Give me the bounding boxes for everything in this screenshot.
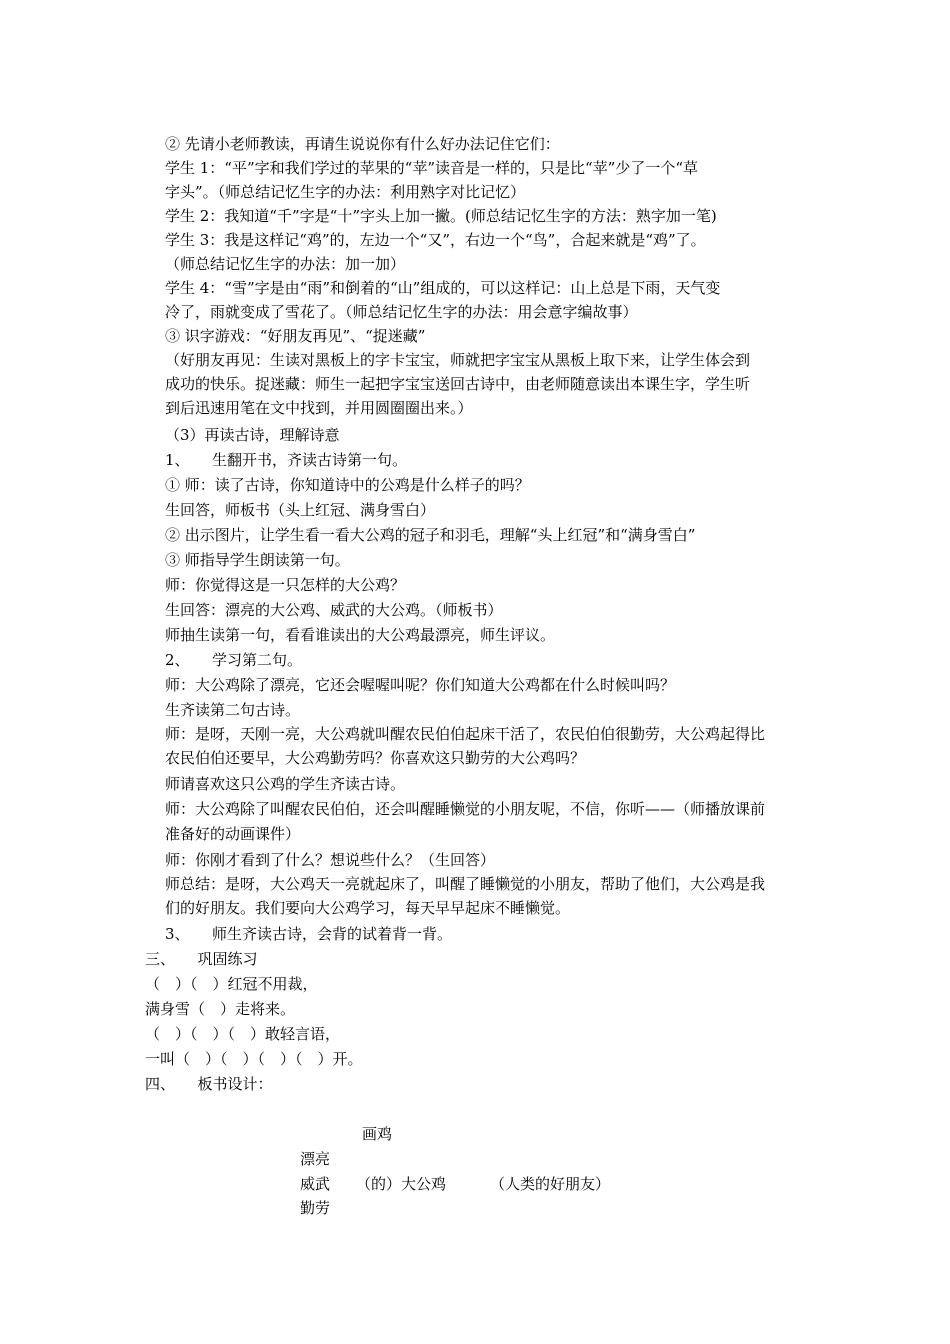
text-line: 师：你刚才看到了什么？想说些什么？（生回答） <box>165 851 496 869</box>
text-line: （3）再读古诗，理解诗意 <box>165 426 340 444</box>
text-line: 生回答，师板书（头上红冠、满身雪白） <box>165 501 436 519</box>
text-line: 师请喜欢这只公鸡的学生齐读古诗。 <box>165 775 406 793</box>
section-heading: 四、 板书设计： <box>145 1075 273 1093</box>
text-line: 学生 2：我知道“千”字是“十”字头上加一撇。(师总结记忆生字的方法：熟字加一笔) <box>165 207 717 225</box>
text-line: 1、 生翻开书，齐读古诗第一句。 <box>165 451 408 469</box>
board-word: 威武 <box>300 1175 331 1193</box>
text-line: 农民伯伯还要早，大公鸡勤劳吗？你喜欢这只勤劳的大公鸡吗？ <box>165 749 586 767</box>
board-right: （人类的好朋友） <box>490 1175 611 1193</box>
section-heading: 三、 巩固练习 <box>145 950 258 968</box>
text-line: 师：你觉得这是一只怎样的大公鸡？ <box>165 576 406 594</box>
text-line: 学生 3：我是这样记“鸡”的，左边一个“又”，右边一个“鸟”，合起来就是“鸡”了。 <box>165 231 706 249</box>
exercise-line: （ ）（ ）（ ）敢轻言语， <box>145 1025 341 1043</box>
text-line: 冷了，雨就变成了雪花了。（师总结记忆生字的办法：用会意字编故事） <box>165 303 638 321</box>
board-middle: （的）大公鸡 <box>356 1175 447 1193</box>
text-line: （好朋友再见：生读对黑板上的字卡宝宝，师就把字宝宝从黑板上取下来，让学生体会到 <box>165 351 751 369</box>
text-line: 准备好的动画课件） <box>165 825 301 843</box>
text-line: ② 先请小老师教读，再请生说说你有什么好办法记住它们： <box>165 135 560 153</box>
text-line: 师：是呀，天刚一亮，大公鸡就叫醒农民伯伯起床干活了，农民伯伯很勤劳，大公鸡起得比 <box>165 725 766 743</box>
text-line: 3、 师生齐读古诗，会背的试着背一背。 <box>165 925 453 943</box>
board-word: 漂亮 <box>300 1150 331 1168</box>
text-line: 字头”。（师总结记忆生字的办法：利用熟字对比记忆） <box>165 183 526 201</box>
text-line: 2、 学习第二句。 <box>165 651 303 669</box>
text-line: 师总结：是呀，大公鸡天一亮就起床了，叫醒了睡懒觉的小朋友，帮助了他们，大公鸡是我 <box>165 875 766 893</box>
text-line: 成功的快乐。捉迷藏：师生一起把字宝宝送回古诗中，由老师随意读出本课生字，学生听 <box>165 375 751 393</box>
text-line: 到后迅速用笔在文中找到，并用圆圈圈出来。） <box>165 399 473 417</box>
text-line: ③ 师指导学生朗读第一句。 <box>165 551 350 569</box>
text-line: 生齐读第二句古诗。 <box>165 701 301 719</box>
exercise-line: （ ）（ ）红冠不用裁， <box>145 975 318 993</box>
text-line: ② 出示图片，让学生看一看大公鸡的冠子和羽毛，理解“头上红冠”和“满身雪白” <box>165 526 696 544</box>
exercise-line: 一叫（ ）（ ）（ ）（ ）开。 <box>145 1050 363 1068</box>
text-line: 师：大公鸡除了叫醒农民伯伯，还会叫醒睡懒觉的小朋友呢，不信，你听——（师播放课前 <box>165 800 766 818</box>
exercise-line: 满身雪（ ）走将来。 <box>145 1000 296 1018</box>
text-line: ① 师：读了古诗，你知道诗中的公鸡是什么样子的吗？ <box>165 476 530 494</box>
text-line: 生回答：漂亮的大公鸡、威武的大公鸡。（师板书） <box>165 601 503 619</box>
text-line: ③ 识字游戏：“好朋友再见”、“捉迷藏” <box>165 327 426 345</box>
text-line: 学生 4：“雪”字是由“雨”和倒着的“山”组成的，可以这样记：山上总是下雨，天气变 <box>165 279 721 297</box>
text-line: 学生 1：“平”字和我们学过的苹果的“苹”读音是一样的，只是比“苹”少了一个“草 <box>165 159 698 177</box>
text-line: （师总结记忆生字的办法：加一加） <box>165 255 406 273</box>
text-line: 师：大公鸡除了漂亮，它还会喔喔叫呢？你们知道大公鸡都在什么时候叫吗？ <box>165 676 676 694</box>
board-title: 画鸡 <box>362 1125 393 1143</box>
board-word: 勤劳 <box>300 1199 331 1217</box>
text-line: 们的好朋友。我们要向大公鸡学习，每天早早起床不睡懒觉。 <box>165 899 571 917</box>
text-line: 师抽生读第一句，看看谁读出的大公鸡最漂亮，师生评议。 <box>165 626 556 644</box>
